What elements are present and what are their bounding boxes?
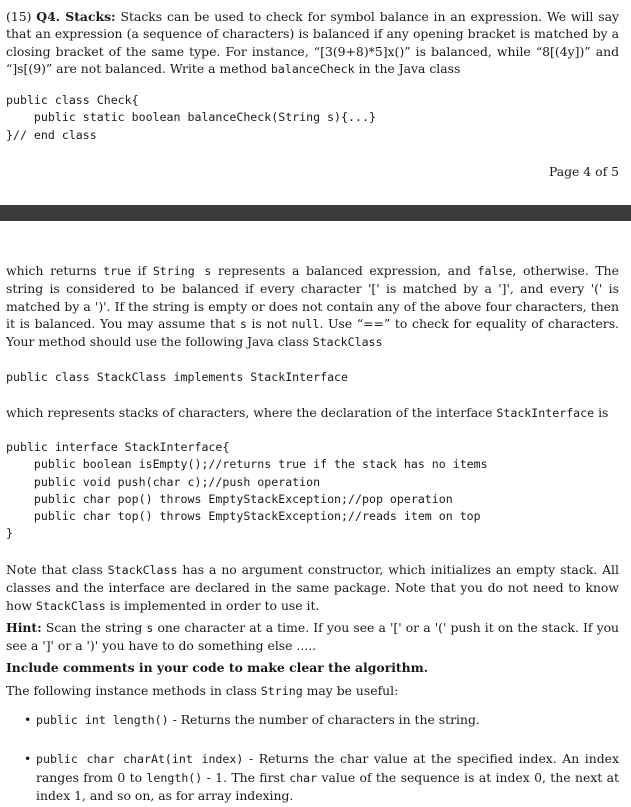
- methods-intro: The following instance methods in class String may be useful:: [6, 683, 399, 698]
- returns-paragraph: which returns true if String s represents a balanced expression, and false, otherwise. The string is considered to be balanced if every character '[' is matched by a ']', and every '(' is matched by a ')'. If the string is empty or does not contain any of the above four characters, then it is balanced. You may assume that s is not null. Use “==” to check for equality of characters. Your method should use the following Java class StackClass: [6, 263, 619, 350]
- interface-intro: which represents stacks of characters, where the declaration of the interface StackInterface is: [6, 405, 609, 420]
- bullet-icon: •: [24, 751, 32, 767]
- page-4-section: [0, 0, 631, 205]
- stackclass-declaration-code: public class StackClass implements StackInterface: [6, 370, 349, 384]
- check-class-code: public class Check{ public static boolean balanceCheck(String s){...} }// end class: [6, 93, 376, 142]
- page-number: Page 4 of 5: [548, 164, 619, 179]
- note-paragraph: Note that class StackClass has a no argument constructor, which initializes an empty stack. All classes and the interface are declared in the same package. Note that you do not need to know how StackClass is implemented in order to use it.: [6, 562, 619, 613]
- method-item-length: • public int length() - Returns the number of characters in the string.: [24, 712, 480, 727]
- methods-list: [6, 711, 619, 804]
- bullet-icon: •: [24, 712, 32, 727]
- page-break-divider: [0, 205, 631, 221]
- hint-label: Hint:: [6, 620, 42, 635]
- method-name: balanceCheck: [270, 61, 355, 76]
- hint-paragraph: Hint: Scan the string s one character at a time. If you see a '[' or a '(' push it on the stack. If you see a ']' or a ')' you have to do something else .....: [6, 620, 620, 654]
- method-item-charat: • public char charAt(int index) - Returns the char value at the specified index. An index ranges from 0 to length() - 1. The first char value of the sequence is at index 0, the next at index 1, and so on, as for array indexing.: [24, 751, 619, 803]
- question-intro: (15) Q4. Stacks: Stacks can be used to check for symbol balance in an expression. We will say that an expression (a sequence of characters) is balanced if any opening bracket is matched by a closing bracket of the same type. For instance, “[3(9+8)*5]x()” is balanced, while “8[(4y])” and “]s[(9)” are not balanced. Write a method balanceCheck in the Java class: [6, 9, 619, 76]
- page-5-section: [0, 221, 631, 807]
- question-title: Q4. Stacks:: [36, 9, 116, 24]
- interface-code: public interface StackInterface{ public boolean isEmpty();//returns true if the stack has no items public void push(char c);//push operation public char pop() throws EmptyStackException;//pop operation public char top() throws EmptyStackException;//reads item on top }: [6, 440, 488, 541]
- question-points: (15): [6, 9, 32, 24]
- comments-instruction: Include comments in your code to make clear the algorithm.: [6, 660, 429, 675]
